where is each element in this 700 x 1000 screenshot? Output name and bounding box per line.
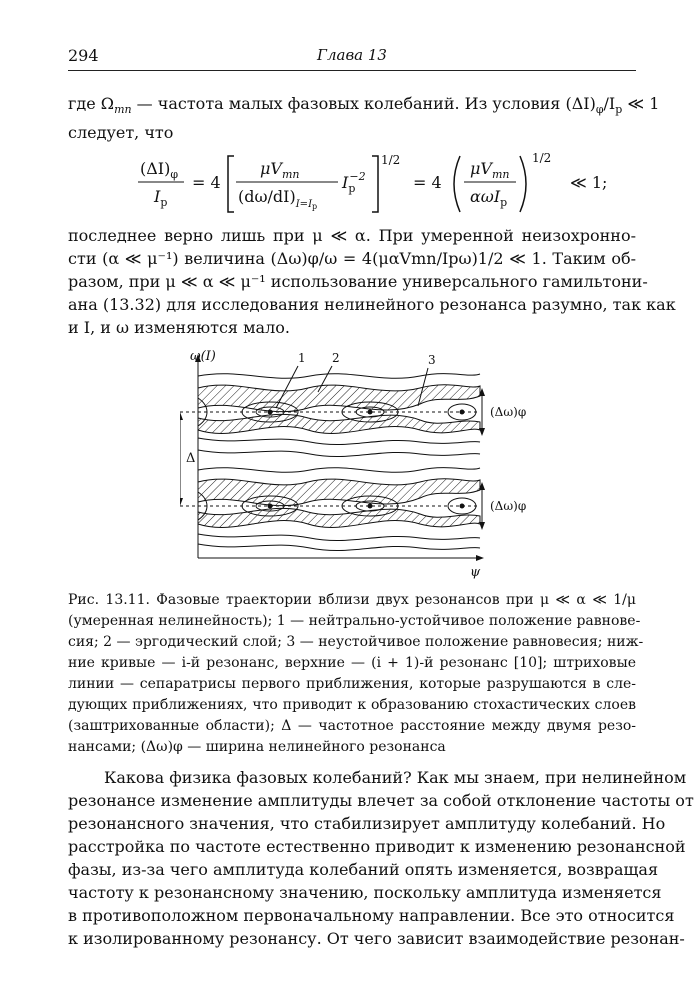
eq-ip: $I_p-2$ (342, 170, 366, 195)
phase-trajectories-figure (180, 346, 560, 584)
delta-label: Δ (186, 451, 196, 466)
eq-frac2-den: αωI$_p$ (470, 187, 508, 209)
intro-line-2: следует, что (68, 123, 174, 143)
para2-line-5: фазы, из-за чего амплитуда колебаний опять изменяется, возвращая (68, 860, 659, 879)
eq-tail: ≪ 1; (570, 173, 608, 192)
upper-resonance (198, 374, 480, 457)
equation (68, 150, 636, 220)
caption-line-5: линии — сепаратрисы первого приближения, которые разрушаются в сле- (68, 676, 636, 692)
para2-line-1: Какова физика фазовых колебаний? Как мы знаем, при нелинейном (104, 768, 687, 787)
lower-resonance (198, 468, 480, 551)
lower-stochastic-layer-bottom (198, 508, 480, 527)
caption-line-3: сия; 2 — эргодический слой; 3 — неустойчивое положение равновесия; ниж- (68, 634, 644, 650)
width-label-bottom: (Δω)φ (490, 499, 527, 513)
callout-3: 3 (428, 353, 436, 367)
eq-lhs-num: $(\Delta I)_\varphi$ (140, 159, 179, 181)
width-label-top: (Δω)φ (490, 405, 527, 419)
para1-line-4: ана (13.32) для исследования нелинейного резонанса разумно, так как (68, 295, 676, 314)
x-axis-label: ψ (470, 565, 481, 580)
para2-line-7: в противоположном первоначальному направлении. Все это относится (68, 906, 675, 925)
eq-equals-2: = 4 (413, 173, 442, 192)
eq-equals-1: = 4 (192, 173, 221, 192)
eq-frac2-num: $\mu V_{mn}$ (470, 159, 510, 181)
caption-line-7: (заштрихованные области); Δ — частотное расстояние между двумя резо- (68, 718, 636, 734)
caption-line-8: нансами; (Δω)φ — ширина нелинейного резонанса (68, 739, 446, 755)
para1-line-3: разом, при μ ≪ α ≪ μ⁻¹ использование универсального гамильтони- (68, 272, 648, 291)
caption-line-4: ние кривые — i-й резонанс, верхние — (i + 1)-й резонанс [10]; штриховые (68, 655, 636, 671)
para1-line-2: сти (α ≪ μ⁻¹) величина (Δω)φ/ω = 4(μαVmn/Ipω)1/2 ≪ 1. Таким об- (68, 249, 636, 268)
caption-line-2: (умеренная нелинейность); 1 — нейтрально-устойчивое положение равнове- (68, 613, 641, 629)
eq-frac-den: $(d\omega/dI)_{I=I}p$ (238, 187, 318, 211)
running-head: Глава 13 (317, 46, 387, 64)
eq-power-1: 1/2 (381, 153, 401, 167)
para2-line-8: к изолированному резонансу. От чего зависит взаимодействие резонан- (68, 929, 685, 948)
y-axis-label: ω(I) (190, 349, 216, 364)
caption-line-6: дующих приближениях, что приводит к образованию стохастических слоев (68, 697, 636, 713)
paragraph-1 (68, 224, 676, 339)
paragraph-2 (68, 766, 694, 950)
x-axis-arrow (476, 555, 484, 561)
page-number: 294 (68, 46, 99, 65)
page-header (68, 46, 636, 66)
para1-line-5: и I, и ω изменяются мало. (68, 318, 290, 337)
eq-lhs-den: $I_p$ (154, 187, 168, 209)
intro-line-1: где $\Omega_{mn}$ — частота малых фазовых колебаний. Из условия $(\Delta I)_\varphi/I_p$ ≪ 1 (68, 94, 660, 117)
lower-stochastic-layer-top (198, 479, 480, 506)
intro-paragraph (68, 92, 660, 144)
figure-caption (68, 590, 644, 758)
eq-power-2: 1/2 (532, 151, 552, 165)
para2-line-3: резонансного значения, что стабилизирует амплитуду колебаний. Но (68, 814, 666, 833)
callout-2: 2 (332, 351, 340, 365)
eq-frac-num: $\mu V_{mn}$ (260, 159, 300, 181)
para2-line-4: расстройка по частоте естественно приводит к изменению резонансной (68, 837, 686, 856)
upper-stochastic-layer-bottom (198, 414, 480, 433)
upper-stochastic-layer-top (198, 385, 480, 412)
para2-line-6: частоту к резонансному значению, поскольку амплитуда изменяется (68, 883, 662, 902)
header-rule (68, 70, 636, 71)
para1-line-1: последнее верно лишь при μ ≪ α. При умеренной неизохронно- (68, 226, 636, 245)
para2-line-2: резонансе изменение амплитуды влечет за собой отклонение частоты от (68, 791, 694, 810)
callout-1: 1 (298, 351, 306, 365)
caption-line-1: Рис. 13.11. Фазовые траектории вблизи двух резонансов при μ ≪ α ≪ 1/μ (68, 592, 636, 608)
